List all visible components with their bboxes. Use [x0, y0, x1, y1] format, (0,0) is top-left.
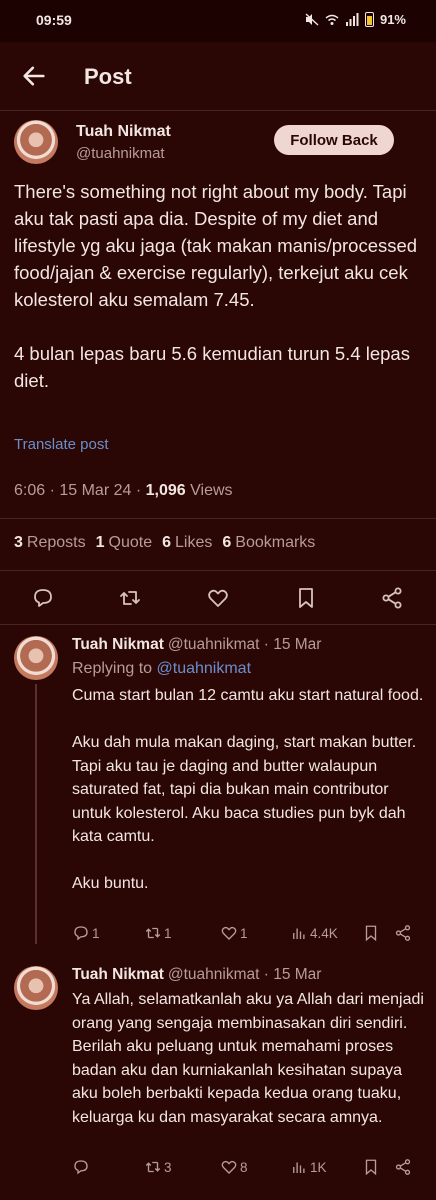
status-icons [305, 12, 406, 27]
post-stats [14, 534, 315, 552]
reply-avatar[interactable] [14, 966, 58, 1010]
actions-divider [0, 624, 436, 625]
repost-icon[interactable] [118, 586, 142, 610]
avatar[interactable] [14, 120, 58, 164]
share-icon [394, 924, 412, 942]
views-count: 1,096 [145, 482, 186, 499]
battery-icon [365, 12, 374, 27]
battery-level: 91% [379, 12, 406, 27]
thread-line [35, 684, 37, 944]
reply-bookmark-button[interactable] [362, 1158, 380, 1176]
author-name[interactable]: Tuah Nikmat [76, 123, 171, 140]
post-meta: 6:06 · 15 Mar 24 · 1,096 Views [14, 482, 233, 499]
reply-avatar[interactable] [14, 636, 58, 680]
stat-reposts[interactable]: 3 Reposts [14, 534, 86, 551]
share-icon[interactable] [380, 586, 404, 610]
reply-author-name[interactable]: Tuah Nikmat [72, 966, 164, 983]
post-actions [0, 582, 436, 614]
replying-to-link[interactable]: @tuahnikmat [156, 660, 252, 677]
post-date: 15 Mar 24 [59, 482, 132, 499]
views-label: Views [190, 482, 233, 499]
author-handle[interactable]: @tuahnikmat [76, 145, 165, 162]
reply-author-handle[interactable]: @tuahnikmat [167, 966, 260, 983]
reply-like-button[interactable]: 1 [220, 924, 248, 942]
reply-views[interactable]: 4.4K [290, 924, 338, 942]
share-icon [394, 1158, 412, 1176]
reply-author-name[interactable]: Tuah Nikmat [72, 636, 164, 653]
reply-repost-button[interactable]: 1 [144, 924, 172, 942]
mute-icon [305, 13, 319, 26]
reply-actions [72, 1158, 422, 1182]
reply-repost-button[interactable]: 3 [144, 1158, 172, 1176]
like-icon[interactable] [206, 586, 230, 610]
like-icon [220, 1158, 238, 1176]
bookmark-icon [362, 1158, 380, 1176]
follow-back-button[interactable]: Follow Back [274, 125, 394, 155]
reply-author-handle[interactable]: @tuahnikmat [167, 636, 260, 653]
status-time: 09:59 [36, 12, 72, 28]
repost-icon [144, 924, 162, 942]
stat-likes[interactable]: 6 Likes [162, 534, 213, 551]
reply-date: 15 Mar [273, 966, 322, 983]
app-header [0, 42, 436, 110]
reply-comment-button[interactable]: 1 [72, 924, 100, 942]
reply-header: Tuah Nikmat @tuahnikmat · 15 Mar [72, 636, 322, 653]
reply-views[interactable]: 1K [290, 1158, 327, 1176]
header-divider [0, 110, 436, 111]
comment-icon [72, 1158, 90, 1176]
reply-date: 15 Mar [273, 636, 322, 653]
wifi-icon [325, 13, 339, 26]
status-bar [0, 0, 436, 42]
signal-icon [345, 13, 359, 26]
comment-icon [72, 924, 90, 942]
meta-divider [0, 518, 436, 519]
post-text: There's something not right about my body. Tapi aku tak pasti apa dia. Despite of my diet and lifestyle yg aku jaga (tak makan manis/processed food/jajan & exercise regularly), terkejut aku cek kolesterol aku semalam 7.45. 4 bulan lepas baru 5.6 kemudian turun 5.4 lepas diet. [14, 181, 418, 391]
reply-comment-button[interactable] [72, 1158, 92, 1176]
translate-post-link[interactable]: Translate post [14, 436, 109, 453]
comment-icon[interactable] [31, 586, 55, 610]
reply-header: Tuah Nikmat @tuahnikmat · 15 Mar [72, 966, 322, 983]
reply-actions [72, 924, 422, 948]
bookmark-icon [362, 924, 380, 942]
reply-text: Cuma start bulan 12 camtu aku start natural food. Aku dah mula makan daging, start makan butter. Tapi aku tau je daging and butter walaupun saturated fat, tapi dia bukan main contributor untuk kolesterol. Aku baca studies pun byk dah kata camtu. Aku buntu. [72, 687, 424, 892]
like-icon [220, 924, 238, 942]
reply-share-button[interactable] [394, 924, 412, 942]
reply-bookmark-button[interactable] [362, 924, 380, 942]
bookmark-icon[interactable] [294, 586, 318, 610]
views-icon [290, 924, 308, 942]
post-time: 6:06 [14, 482, 46, 499]
views-icon [290, 1158, 308, 1176]
stats-divider [0, 570, 436, 571]
repost-icon [144, 1158, 162, 1176]
replying-to: Replying to @tuahnikmat [72, 660, 252, 677]
stat-quotes[interactable]: 1 Quote [95, 534, 153, 551]
reply-share-button[interactable] [394, 1158, 412, 1176]
back-arrow-icon[interactable] [20, 62, 48, 90]
reply-text: Ya Allah, selamatkanlah aku ya Allah dari menjadi orang yang sengaja membinasakan diri sendiri. Berilah aku peluang untuk memahami proses badan aku dan kurniakanlah kesihatan supaya aku boleh berbakti kepada kedua orang tuaku, keluarga ku dan masyarakat secara amnya. [72, 991, 424, 1126]
stat-bookmarks[interactable]: 6 Bookmarks [222, 534, 316, 551]
reply-like-button[interactable]: 8 [220, 1158, 248, 1176]
page-title: Post [84, 64, 132, 89]
